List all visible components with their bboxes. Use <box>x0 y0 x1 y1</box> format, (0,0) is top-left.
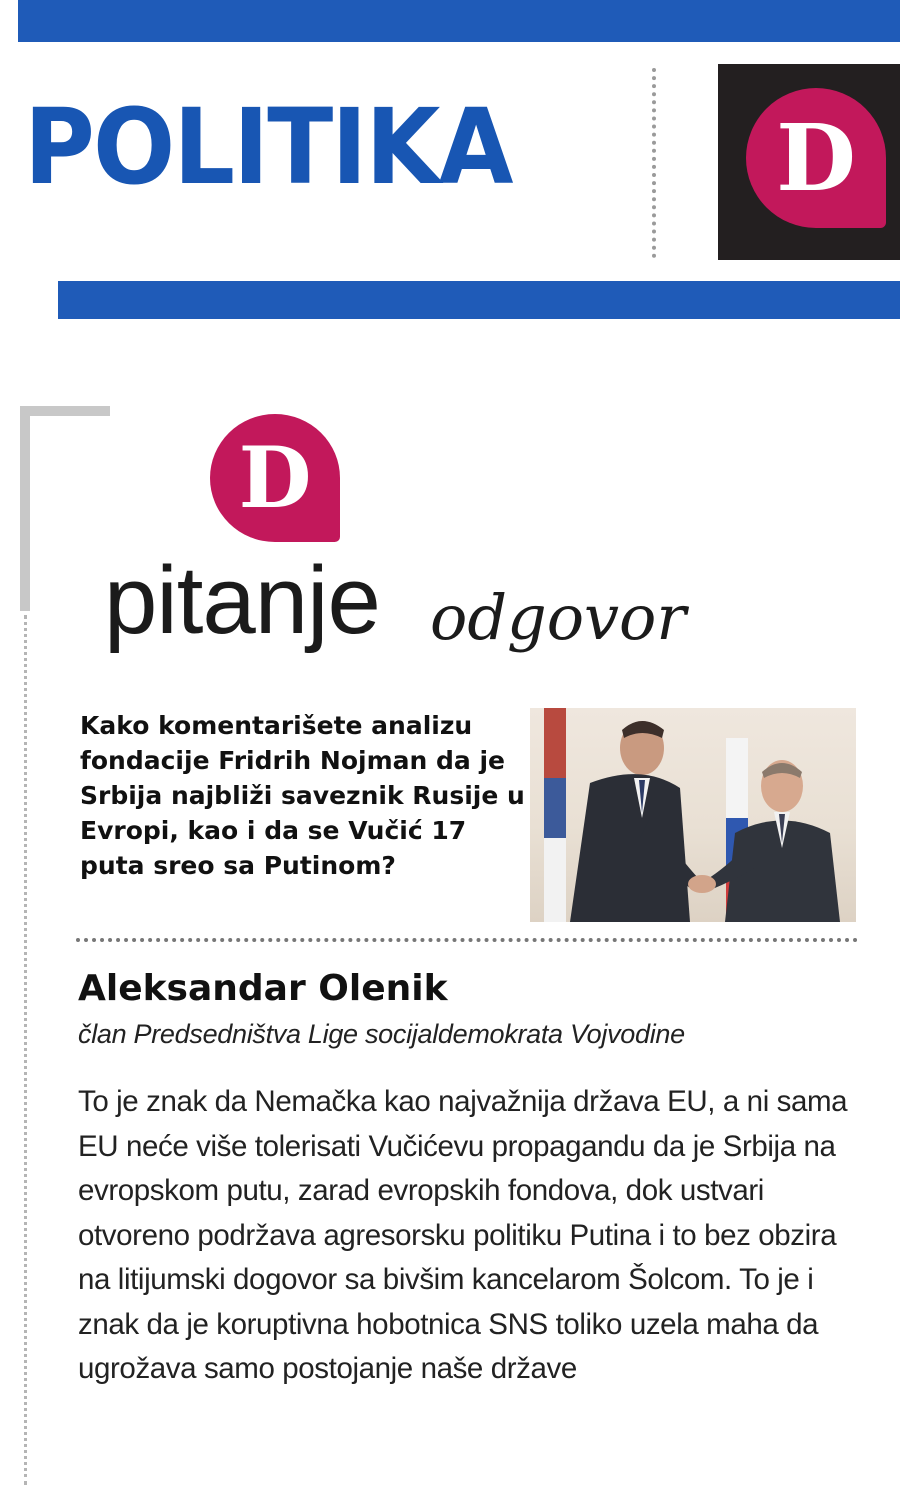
column-frame-left <box>20 406 30 611</box>
logo-letter: D <box>776 104 856 212</box>
column-title: pitanje <box>104 547 380 654</box>
handshake-illustration <box>530 708 856 922</box>
d-bubble-icon <box>210 414 340 542</box>
author-role: član Predsedništva Lige socijaldemokrata Vojvodine <box>78 1019 685 1049</box>
handshake-photo <box>530 708 856 922</box>
header-top-bar <box>18 0 900 42</box>
column-logo-letter: D <box>238 428 312 527</box>
column-frame-top <box>20 406 110 416</box>
dotted-divider <box>76 938 858 942</box>
header-bottom-bar <box>58 281 900 319</box>
author-name: Aleksandar Olenik <box>78 968 448 1009</box>
section-title: POLITIKA <box>24 86 512 208</box>
header-dotted-divider <box>652 68 656 258</box>
column-subtitle: odgovor <box>430 581 687 654</box>
d-logo-icon <box>746 88 886 228</box>
header-logo-box <box>718 64 900 260</box>
answer-text: To je znak da Nemačka kao najvažnija država EU, a ni sama EU neće više tolerisati Vučićevu propagandu da je Srbija na evropskom putu, zarad evropskih fondova, dok ustvari otvoreno podržava agresorsku politiku Putina i to bez obzira na litijumski dogovor sa bivšim kancelarom Šolcom. To je i znak da je koruptivna hobotnica SNS toliko uzela maha da ugrožava samo postojanje naše države <box>78 1085 848 1385</box>
question-text: Kako komentarišete analizu fondacije Fridrih Nojman da je Srbija najbliži saveznik Rusije u Evropi, kao i da se Vučić 17 puta sreo sa Putinom? <box>80 711 525 880</box>
column-frame-dotted-line <box>24 615 27 1485</box>
